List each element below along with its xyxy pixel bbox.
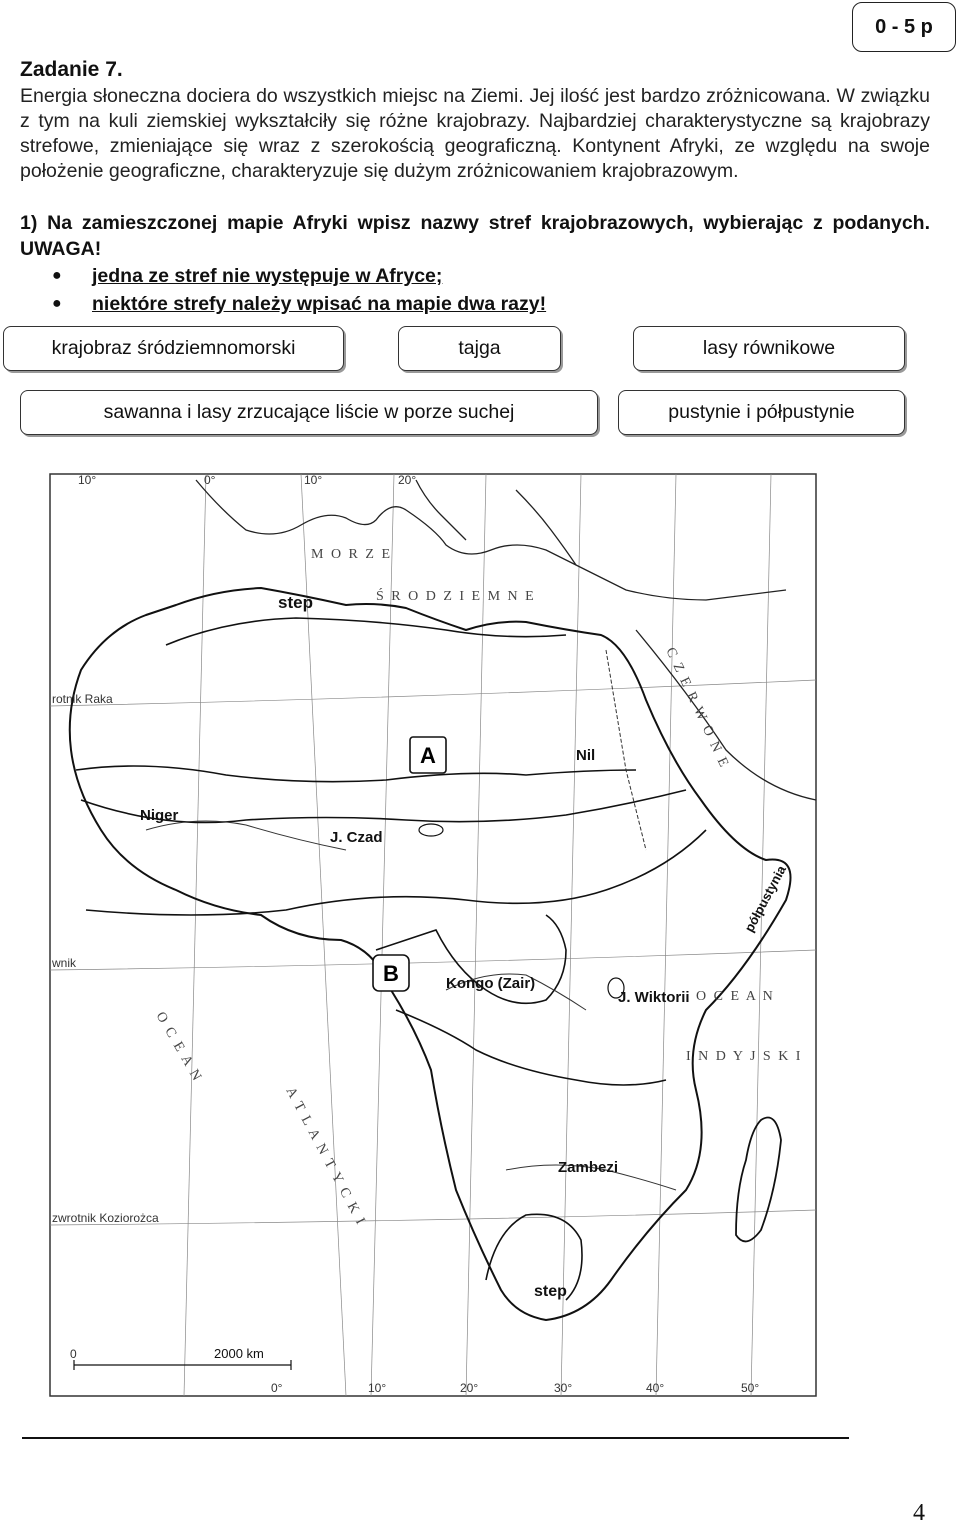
marker-a [410, 737, 446, 773]
equator-label: wnik [52, 956, 77, 970]
zone-label-step-south: step [534, 1283, 567, 1300]
degree-label: 40° [646, 1381, 665, 1395]
sea-label: O C E A N [152, 1009, 205, 1086]
svg-text:B: B [383, 961, 399, 986]
degree-label: 20° [460, 1381, 479, 1395]
degree-label: 10° [368, 1381, 387, 1395]
points-badge: 0 - 5 p [852, 2, 956, 52]
note-text: jedna ze stref nie występuje w Afryce; [92, 265, 443, 287]
sea-label: Ś R O D Z I E M N E [376, 589, 536, 604]
degree-label: 20° [398, 473, 417, 487]
lake-label-czad: J. Czad [330, 829, 383, 846]
option-mediterranean[interactable]: krajobraz śródziemnomorski [3, 326, 344, 371]
note-text: niektóre strefy należy wpisać na mapie dwa razy! [92, 293, 547, 315]
marker-b [373, 955, 409, 991]
bullet-icon: ● [52, 267, 62, 284]
svg-text:A: A [420, 743, 436, 768]
sea-label: C Z E R W O N E [662, 645, 732, 772]
sea-label: M O R Z E [311, 547, 392, 562]
river-label-kongo: Kongo (Zair) [446, 975, 536, 992]
zone-label-polpustynia: półpustynia [741, 862, 789, 935]
map-frame [50, 474, 816, 1396]
degree-label: 0° [204, 473, 216, 487]
svg-text:2000 km: 2000 km [214, 1346, 264, 1361]
intro-text [20, 84, 930, 184]
tropic-capricorn-label: zwrotnik Koziorożca [52, 1211, 159, 1225]
lake-label-wiktorii: J. Wiktorii [618, 989, 690, 1006]
page-number: 4 [913, 1500, 925, 1526]
bullet-icon: ● [52, 295, 62, 312]
africa-map [46, 470, 820, 1400]
degree-label: 10° [78, 473, 97, 487]
degree-label: 30° [554, 1381, 573, 1395]
option-rainforest[interactable]: lasy równikowe [633, 326, 905, 371]
river-label-zambezi: Zambezi [558, 1159, 619, 1176]
answer-line [22, 1437, 849, 1439]
note-item [52, 262, 546, 290]
notes-list [52, 262, 546, 318]
sea-label: I N D Y J S K I [686, 1049, 803, 1064]
task-title: Zadanie 7. [20, 58, 123, 81]
task-instruction: 1) Na zamieszczonej mapie Afryki wpisz nazwy stref krajobrazowych, wybierając z podanych. UWAGA! [20, 212, 930, 260]
option-savanna[interactable]: sawanna i lasy zrzucające liście w porze suchej [20, 390, 598, 435]
river-label-nil: Nil [576, 747, 596, 764]
option-desert[interactable]: pustynie i półpustynie [618, 390, 905, 435]
note-item [52, 290, 546, 318]
option-taiga[interactable]: tajga [398, 326, 561, 371]
tropic-cancer-label: rotnik Raka [52, 692, 113, 706]
svg-text:0: 0 [70, 1347, 77, 1361]
degree-label: 0° [271, 1381, 283, 1395]
intro-paragraph: Energia słoneczna dociera do wszystkich miejsc na Ziemi. Jej ilość jest bardzo zróżnicowana. W związku z tym na kuli ziemskiej wykształciły się różne krajobrazy. Najbardziej charakterystyczne są krajobrazy strefowe, zmieniające się wraz z szerokością geograficzną. Kontynent Afryki, ze względu na swoje położenie geograficzne, charakteryzuje się dużym zróżnicowaniem krajobrazowym. [20, 85, 930, 182]
degree-label: 10° [304, 473, 323, 487]
degree-label: 50° [741, 1381, 760, 1395]
zone-label-step-north: step [278, 593, 313, 612]
sea-label: O C E A N [696, 989, 775, 1004]
sea-label: A T L A N T Y C K I [282, 1084, 369, 1229]
river-label-niger: Niger [140, 807, 179, 824]
